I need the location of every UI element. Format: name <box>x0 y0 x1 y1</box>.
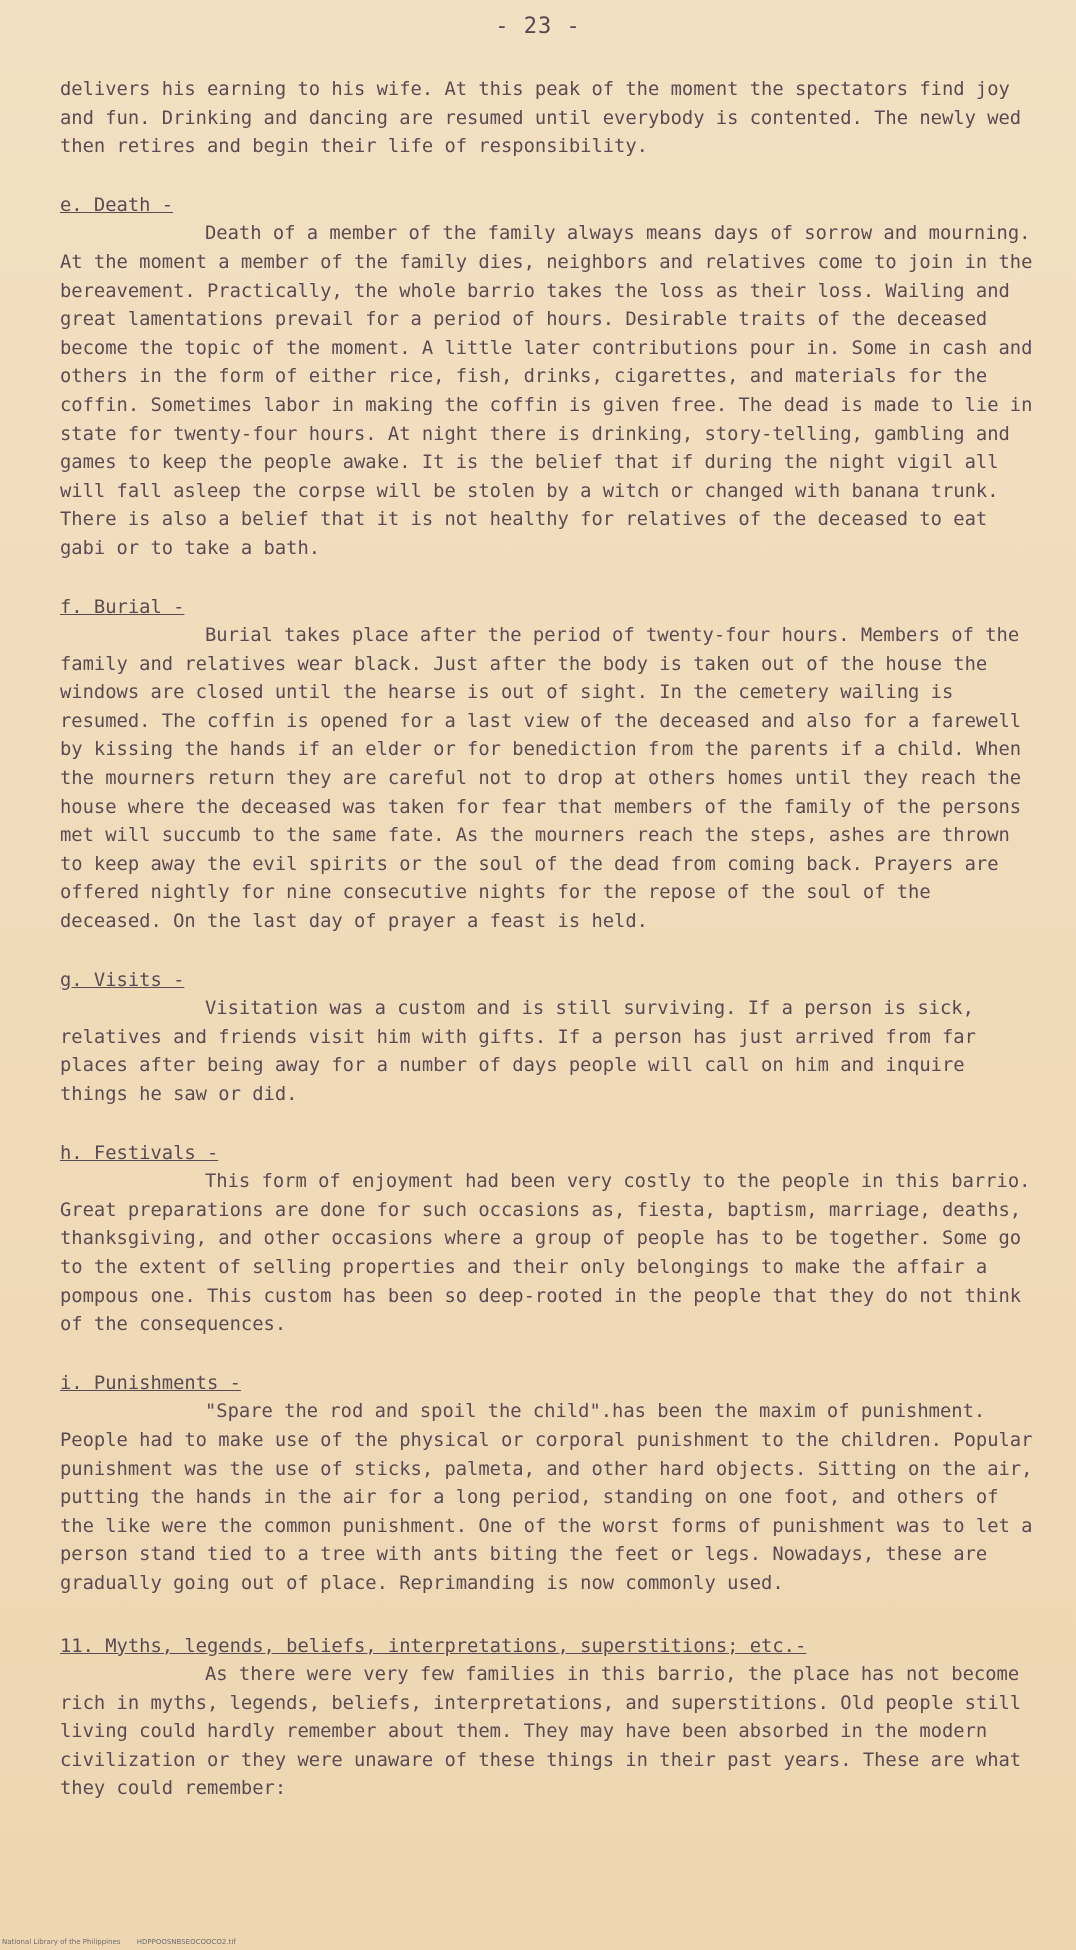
section-heading-burial: f. Burial - <box>60 596 185 618</box>
section-heading-death: e. Death - <box>60 194 174 216</box>
document-body <box>60 76 1035 1804</box>
section-heading-myths: 11. Myths, legends, beliefs, interpretations, superstitions; etc.- <box>60 1635 807 1657</box>
section-body-punishments: "Spare the rod and spoil the child".has been the maxim of punishment. People had to make use of the physical or corporal punishment to the children. Popular punishment was the use of sticks, palmeta, and other hard objects. Sitting on the air, putting the hands in the air for a long period, standing on one foot, and others of the like were the common punishment. One of the worst forms of punishment was to let a person stand tied to a tree with ants biting the feet or legs. Nowadays, these are gradually going out of place. Reprimanding is now commonly used. <box>60 1401 1033 1594</box>
section-heading-festivals: h. Festivals - <box>60 1142 219 1164</box>
section-body-myths: As there were very few families in this barrio, the place has not become rich in myths, legends, beliefs, interpretations, and superstitions. Old people still living could hardly remember about them. They may have been absorbed in the modern civilization or they were unaware of these things in their past years. These are what they could remember: <box>60 1664 1022 1800</box>
intro-paragraph: delivers his earning to his wife. At this peak of the moment the spectators find joy and fun. Drinking and dancing are resumed until everybody is contented. The newly wed then retires and begin their life of responsibility. <box>60 79 1022 158</box>
file-identifier: HDPPOOSNBSEOCOOCO2.tif <box>136 1938 236 1946</box>
section-body-visits: Visitation was a custom and is still surviving. If a person is sick, relatives and friends visit him with gifts. If a person has just arrived from far places after being away for a number of days people will call on him and inquire things he saw or did. <box>60 998 976 1105</box>
section-body-burial: Burial takes place after the period of twenty-four hours. Members of the family and relatives wear black. Just after the body is taken out of the house the windows are closed until the hearse is out of sight. In the cemetery wailing is resumed. The coffin is opened for a last view of the deceased and also for a farewell by kissing the hands if an elder or for benediction from the parents if a child. When the mourners return they are careful not to drop at others homes until they reach the house where the deceased was taken for fear that members of the family of the persons met will succumb to the same fate. As the mourners reach the steps, ashes are thrown to keep away the evil spirits or the soul of the dead from coming back. Prayers are offered nightly for nine consecutive nights for the repose of the soul of the deceased. On the last day of prayer a feast is held. <box>60 625 1022 933</box>
section-body-festivals: This form of enjoyment had been very costly to the people in this barrio. Great preparations are done for such occasions as, fiesta, baptism, marriage, deaths, thanksgiving, and other occasions where a group of people has to be together. Some go to the extent of selling properties and their only belongings to make the affair a pompous one. This custom has been so deep-rooted in the people that they do not think of the consequences. <box>60 1171 1031 1336</box>
section-body-death: Death of a member of the family always means days of sorrow and mourning. At the moment a member of the family dies, neighbors and relatives come to join in the bereavement. Practically, the whole barrio takes the loss as their loss. Wailing and great lamentations prevail for a period of hours. Desirable traits of the deceased become the topic of the moment. A little later contributions pour in. Some in cash and others in the form of either rice, fish, drinks, cigarettes, and materials for the coffin. Sometimes labor in making the coffin is given free. The dead is made to lie in state for twenty-four hours. At night there is drinking, story-telling, gambling and games to keep the people awake. It is the belief that if during the night vigil all will fall asleep the corpse will be stolen by a witch or changed with banana trunk. There is also a belief that it is not healthy for relatives of the deceased to eat gabi or to take a bath. <box>60 223 1033 559</box>
section-heading-punishments: i. Punishments - <box>60 1372 241 1394</box>
page-number: - 23 - <box>495 14 581 39</box>
section-heading-visits: g. Visits - <box>60 969 185 991</box>
scan-footer <box>2 1938 250 1946</box>
library-credit: National Library of the Philippines <box>2 1938 121 1946</box>
